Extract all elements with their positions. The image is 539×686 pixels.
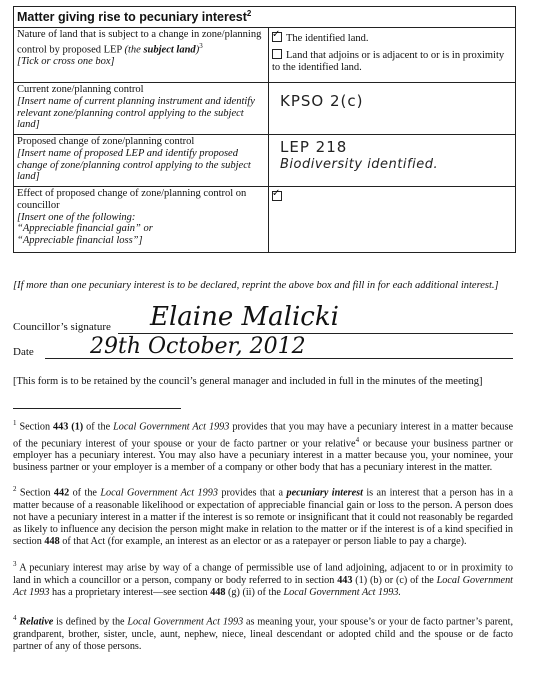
option-adjoining-land[interactable]: Land that adjoins or is adjacent to or is in proximity to the identified land. bbox=[272, 49, 505, 73]
land-nature-label: Nature of land that is subject to a change in zone/planning control by proposed LEP (the subject land)$^3$ [Tick or cross one box] bbox=[14, 28, 269, 83]
current-zone-value[interactable]: KPSO 2(c) bbox=[269, 83, 516, 135]
footnote-divider bbox=[13, 408, 181, 409]
retention-note: [This form is to be retained by the council’s general manager and included in full in the minutes of the meeting] bbox=[13, 376, 483, 387]
empty-checkbox-icon[interactable] bbox=[272, 49, 282, 59]
option-financial-gain[interactable] bbox=[272, 191, 512, 205]
handwritten-signature: Elaine Malicki bbox=[150, 302, 339, 332]
proposed-change-label: Proposed change of zone/planning control [Insert name of proposed LEP and identify proposed change of zone/planning control applying to the subject land] bbox=[14, 135, 269, 187]
handwritten-date: 29th October, 2012 bbox=[90, 334, 306, 359]
footnote-1: $^1$ Section 443 (1) of the Local Government Act 1993 provides that you may have a pecuniary interest in a matter because of the pecuniary interest of your spouse or your de facto partner or your relative$^4$ or because your business partner or employer has a pecuniary interest. You may also have a pecuniary interest in a matter because you, your nominee, your business partner or your employer is a member of a company or other body that has a pecuniary interest in the matter. bbox=[13, 419, 513, 474]
current-zone-label: Current zone/planning control [Insert name of current planning instrument and identify relevant zone/planning control applying to the subject land] bbox=[14, 83, 269, 135]
effect-label: Effect of proposed change of zone/planning control on councillor [Insert one of the following: “Appreciable financial gain” or “Appreciable financial loss”] bbox=[14, 187, 269, 253]
reprint-note: [If more than one pecuniary interest is to be declared, reprint the above box and fill in for each additional interest.] bbox=[13, 280, 499, 291]
checked-checkbox-icon[interactable] bbox=[272, 191, 282, 201]
footnote-3: $^3$ A pecuniary interest may arise by way of a change of permissible use of land adjoining, adjacent to or in proximity to land in which a councillor or a person, company or body referred to in section 443 (1) (b) or (c) of the Local Government Act 1993 has a proprietary interest—see section 448 (g) (ii) of the Local Government Act 1993. bbox=[13, 560, 513, 598]
proposed-change-value[interactable]: LEP 218 Biodiversity identified. bbox=[269, 135, 516, 187]
footnote-2: $^2$ Section 442 of the Local Government Act 1993 provides that a pecuniary interest is an interest that a person has in a matter because of a reasonable likelihood or expectation of appreciable financial gain or loss to the person. A person does not have a pecuniary interest in a matter if the interest is so remote or insignificant that it could not reasonably be regarded as likely to influence any decision the person might make in relation to the matter or if the interest is of a kind specified in section 448 of that Act (for example, an interest as an elector or as a ratepayer or person liable to pay a charge). bbox=[13, 485, 514, 548]
date-label: Date bbox=[13, 346, 34, 358]
checked-checkbox-icon[interactable] bbox=[272, 32, 282, 42]
effect-options bbox=[269, 187, 516, 253]
land-nature-options bbox=[269, 28, 516, 83]
table-heading: Matter giving rise to pecuniary interest$^2$ bbox=[14, 7, 516, 28]
signature-label: Councillor’s signature bbox=[13, 321, 111, 333]
option-identified-land[interactable]: ✓The identified land. bbox=[272, 32, 512, 46]
footnote-4: $^4$ Relative is defined by the Local Government Act 1993 as meaning your, your spouse’s or your de facto partner’s parent, grandparent, brother, sister, uncle, aunt, nephew, niece, lineal descendant or adopted child and the spouse or de facto partner of any of those persons. bbox=[13, 614, 514, 652]
pecuniary-interest-table bbox=[13, 6, 516, 253]
